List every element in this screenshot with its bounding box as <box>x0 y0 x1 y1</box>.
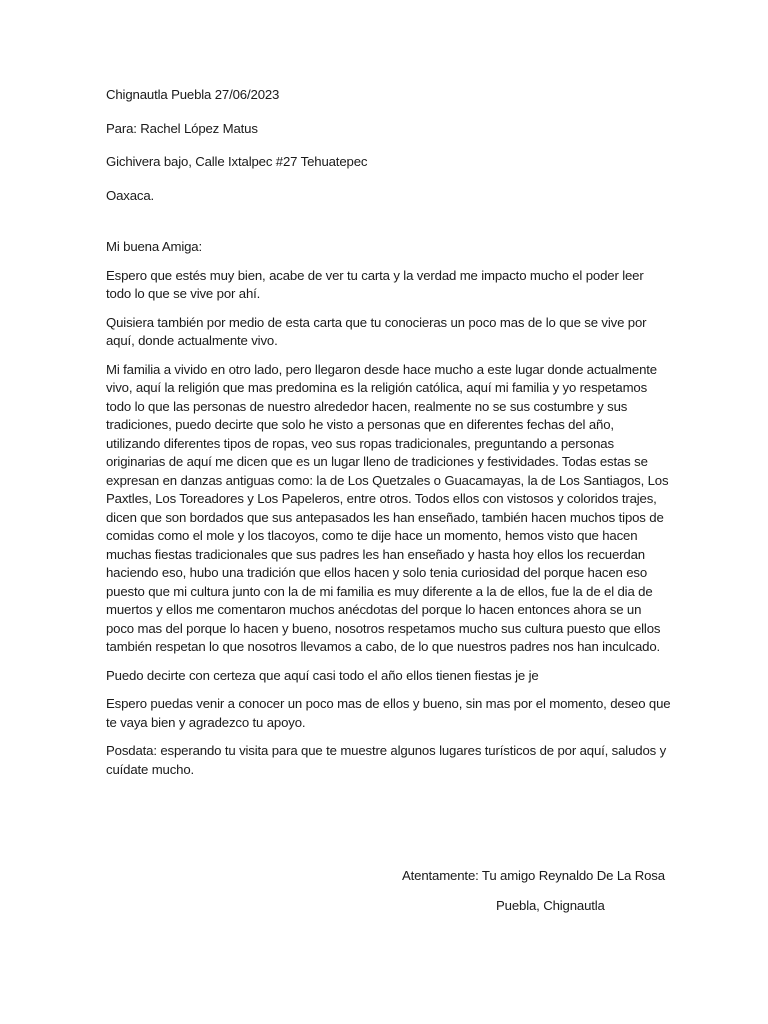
paragraph-line: todo lo que las personas de nuestro alrededor hacen, realmente no se sus costumbre y sus <box>106 398 628 414</box>
place-date: Chignautla Puebla 27/06/2023 <box>106 87 280 102</box>
paragraph-line: comidas como el mole y los tlacoyos, como te dije hace un momento, hemos visto que hacen <box>106 528 638 543</box>
paragraph-line: te vaya bien y agradezco tu apoyo. <box>106 714 306 730</box>
paragraph-line: puesto que mi cultura junto con la de mi familia es muy diferente a la de ellos, fue la de el dia de <box>106 583 653 599</box>
paragraph-line: aquí, donde actualmente vivo. <box>106 333 278 348</box>
paragraph-line: Espero puedas venir a conocer un poco mas de ellos y bueno, sin mas por el momento, deseo que <box>106 696 671 711</box>
paragraph-line: originarias de aquí me dicen que es un lugar lleno de tradiciones y festividades. Todas estas se <box>106 454 648 469</box>
paragraph-line: todo lo que se vive por ahí. <box>106 286 261 301</box>
greeting: Mi buena Amiga: <box>106 239 202 254</box>
recipient-state: Oaxaca. <box>106 187 155 203</box>
signature-line: Atentamente: Tu amigo Reynaldo De La Rosa <box>402 868 665 884</box>
paragraph-line: haciendo eso, hubo una tradición que ellos hacen y solo tenia curiosidad del porque hacen eso <box>106 565 648 580</box>
paragraph-line: cuídate mucho. <box>106 761 195 777</box>
paragraph-2 <box>106 314 658 351</box>
paragraph-line: tradiciones, puedo decirte que solo he visto a personas que en diferentes fechas del año, <box>106 417 614 432</box>
paragraph-line: expresan en danzas antiguas como: la de Los Quetzales o Guacamayas, la de Los Santiagos, Los <box>106 472 669 488</box>
signature-place: Puebla, Chignautla <box>496 898 605 914</box>
paragraph-line: poco mas del porque lo hacen y bueno, nosotros respetamos mucho sus cultura puesto que ellos <box>106 620 661 636</box>
paragraph-1 <box>106 267 658 304</box>
recipient-address: Gichivera bajo, Calle Ixtalpec #27 Tehuatepec <box>106 154 368 169</box>
paragraph-line: Espero que estés muy bien, acabe de ver tu carta y la verdad me impacto mucho el poder leer <box>106 267 644 283</box>
postscript <box>106 742 667 779</box>
paragraph-line: dicen que son bordados que sus antepasados les han enseñado, también hacen muchos tipos de <box>106 509 664 525</box>
letter-body <box>106 86 671 789</box>
paragraph-line: Posdata: esperando tu visita para que te muestre algunos lugares turísticos de por aquí, saludos y <box>106 743 667 758</box>
paragraph-line: muertos y ellos me comentaron muchos anécdotas del porque lo hacen entonces ahora se un <box>106 602 642 617</box>
paragraph-line: vivo, aquí la religión que mas predomina es la religión católica, aquí mi familia y yo respetamos <box>106 380 648 395</box>
paragraph-line: Mi familia a vivido en otro lado, pero llegaron desde hace mucho a este lugar donde actualmente <box>106 361 657 377</box>
paragraph-3 <box>106 361 669 657</box>
paragraph-line: muchas fiestas tradicionales que sus padres les han enseñado y hasta hoy ellos los recuerdan <box>106 546 645 562</box>
recipient: Para: Rachel López Matus <box>106 120 258 136</box>
paragraph-line: utilizando diferentes tipos de ropas, veo sus ropas tradicionales, preguntando a personas <box>106 435 614 451</box>
paragraph-line: Puedo decirte con certeza que aquí casi todo el año ellos tienen fiestas je je <box>106 667 539 683</box>
paragraph-5 <box>106 695 671 732</box>
paragraph-4 <box>106 667 658 686</box>
paragraph-line: Quisiera también por medio de esta carta que tu conocieras un poco mas de lo que se vive por <box>106 314 647 330</box>
paragraph-line: también respetan lo que nosotros llevamos a cabo, de lo que nuestros padres nos han inculcado. <box>106 639 661 654</box>
paragraph-line: Paxtles, Los Toreadores y Los Papeleros, entre otros. Todos ellos con vistosos y coloridos trajes, <box>106 491 657 506</box>
